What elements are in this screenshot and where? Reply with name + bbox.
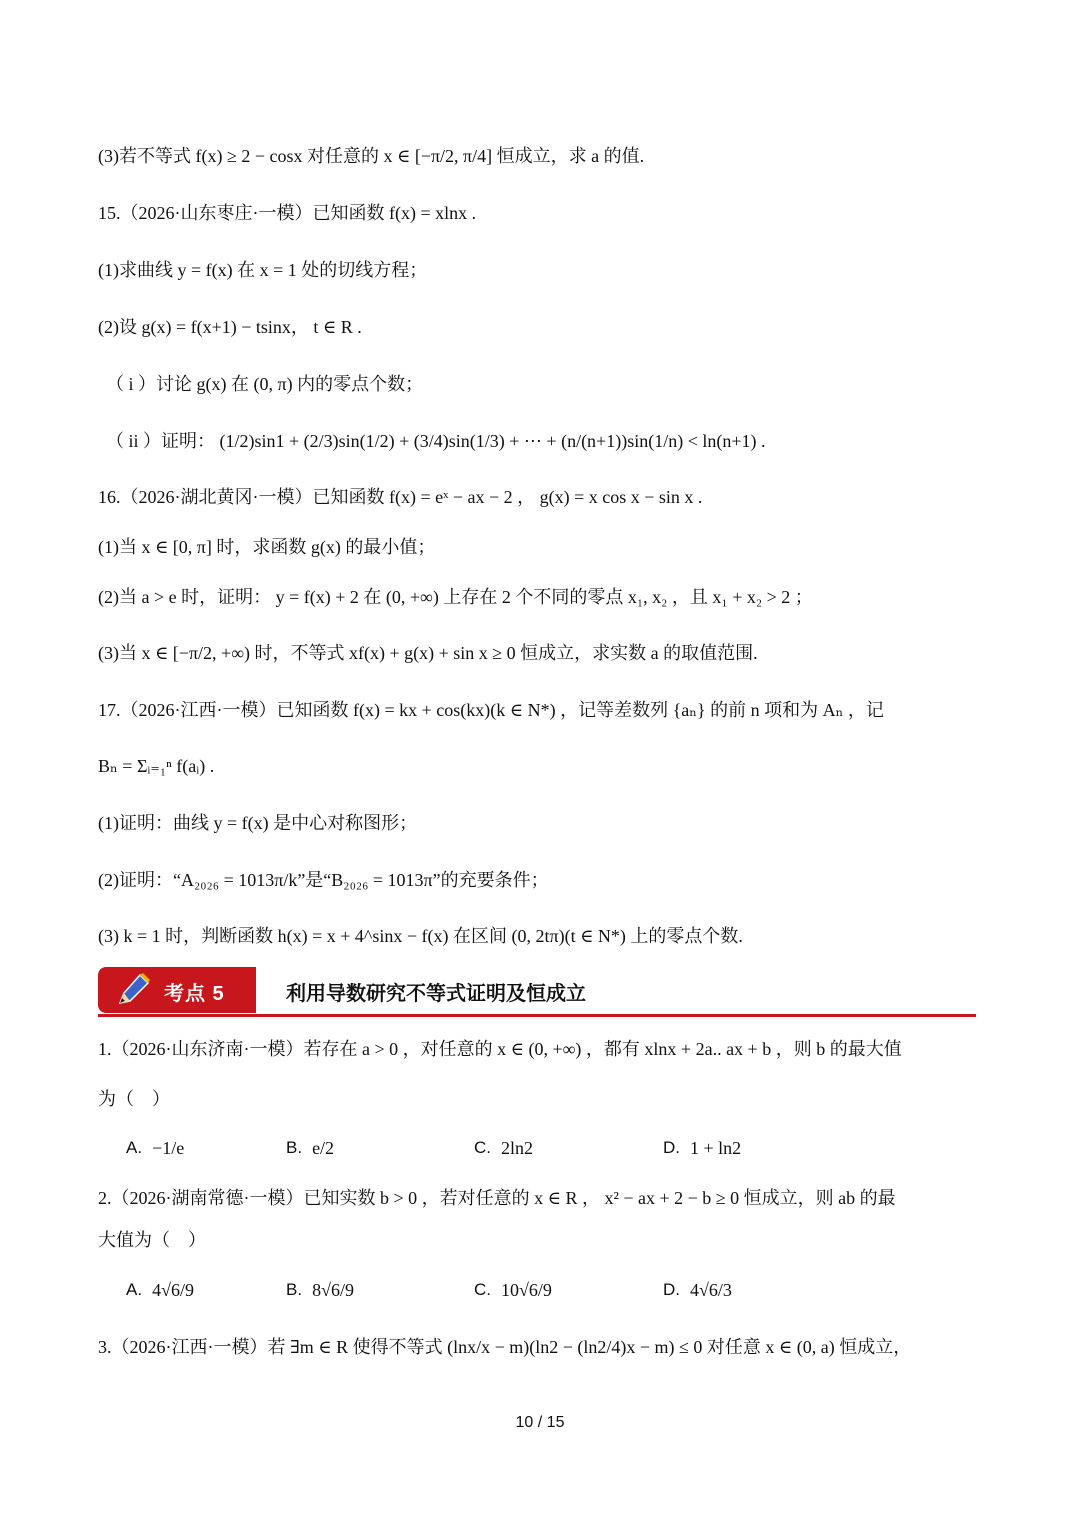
option-letter: B. [286,1138,303,1157]
problem-14-part-3: (3)若不等式 f(x) ≥ 2 − cosx 对任意的 x ∈ [−π/2, π/4] 恒成立，求 a 的值. [98,146,645,166]
option-letter: B. [286,1280,303,1299]
option-value: 4√6/9 [152,1279,194,1300]
page-number: 10 / 15 [515,1414,565,1431]
section-tag [98,967,256,1013]
q1-option-d [663,1126,741,1170]
option-value: 2ln2 [501,1137,534,1158]
q2-options [126,1268,926,1312]
pencil-icon [116,971,152,1009]
section-header [98,967,976,1021]
option-value: 8√6/9 [312,1279,354,1300]
q1-stem-continued: 为（ ） [98,1089,170,1109]
problem-17-part-2: (2)证明：“A₂₀₂₆ = 1013π/k”是“B₂₀₂₆ = 1013π”的充要条件； [98,870,549,890]
q2-option-d [663,1268,732,1312]
problem-16-part-2: (2)当 a > e 时，证明： y = f(x) + 2 在 (0, +∞) 上存在 2 个不同的零点 x₁, x₂ ，且 x₁ + x₂ > 2 ； [98,587,813,607]
section-tag-label: 考点 5 [164,983,225,1005]
option-value: −1/e [152,1137,185,1158]
problem-15-part-1: (1)求曲线 y = f(x) 在 x = 1 处的切线方程； [98,260,428,280]
problem-17-part-3: (3) k = 1 时，判断函数 h(x) = x + 4^sinx − f(x) 在区间 (0, 2tπ)(t ∈ N*) 上的零点个数. [98,926,743,946]
option-letter: A. [126,1138,143,1157]
q2-option-c [474,1268,552,1312]
option-value: 1 + ln2 [690,1137,742,1158]
problem-15-part-2-i: （ i ）讨论 g(x) 在 (0, π) 内的零点个数； [106,374,424,394]
option-letter: A. [126,1280,143,1299]
q2-stem: 2.（2026·湖南常德·一模）已知实数 b > 0 ，若对任意的 x ∈ R ， x² − ax + 2 − b ≥ 0 恒成立，则 ab 的最 [98,1188,896,1208]
q1-stem: 1.（2026·山东济南·一模）若存在 a > 0 ，对任意的 x ∈ (0, +∞) ，都有 xlnx + 2a.. ax + b ，则 b 的最大值 [98,1039,902,1059]
problem-17-definition: Bₙ = Σᵢ₌₁ⁿ f(aᵢ) . [98,756,215,776]
q2-option-a [126,1268,194,1312]
q1-options [126,1126,926,1170]
option-value: 4√6/3 [690,1279,732,1300]
problem-17-stem: 17.（2026·江西·一模）已知函数 f(x) = kx + cos(kx)(k ∈ N*) ，记等差数列 {aₙ} 的前 n 项和为 Aₙ ，记 [98,700,884,720]
q1-option-c [474,1126,533,1170]
problem-15-part-2: (2)设 g(x) = f(x+1) − tsinx， t ∈ R . [98,317,362,337]
problem-16-part-1: (1)当 x ∈ [0, π] 时，求函数 g(x) 的最小值； [98,537,436,557]
problem-16-part-3: (3)当 x ∈ [−π/2, +∞) 时，不等式 xf(x) + g(x) + sin x ≥ 0 恒成立，求实数 a 的取值范围. [98,643,758,663]
problem-17-part-1: (1)证明：曲线 y = f(x) 是中心对称图形； [98,813,418,833]
problem-15-part-2-ii: （ ii ）证明： (1/2)sin1 + (2/3)sin(1/2) + (3/4)sin(1/3) + ⋯ + (n/(n+1))sin(1/n) < ln(n+1) . [106,431,766,451]
q3-stem: 3.（2026·江西·一模）若 ∃m ∈ R 使得不等式 (lnx/x − m)(ln2 − (ln2/4)x − m) ≤ 0 对任意 x ∈ (0, a) 恒成立， [98,1337,912,1357]
q2-option-b [286,1268,354,1312]
option-value: 10√6/9 [501,1279,552,1300]
section-divider [98,1014,976,1017]
problem-16-stem: 16.（2026·湖北黄冈·一模）已知函数 f(x) = eˣ − ax − 2 ， g(x) = x cos x − sin x . [98,487,703,507]
option-letter: D. [663,1280,680,1299]
option-letter: D. [663,1138,680,1157]
section-title: 利用导数研究不等式证明及恒成立 [286,983,586,1005]
option-letter: C. [474,1138,491,1157]
q1-option-b [286,1126,334,1170]
option-letter: C. [474,1280,491,1299]
q2-stem-continued: 大值为（ ） [98,1230,206,1250]
problem-15-stem: 15.（2026·山东枣庄·一模）已知函数 f(x) = xlnx . [98,203,477,223]
q1-option-a [126,1126,184,1170]
option-value: e/2 [312,1137,335,1158]
